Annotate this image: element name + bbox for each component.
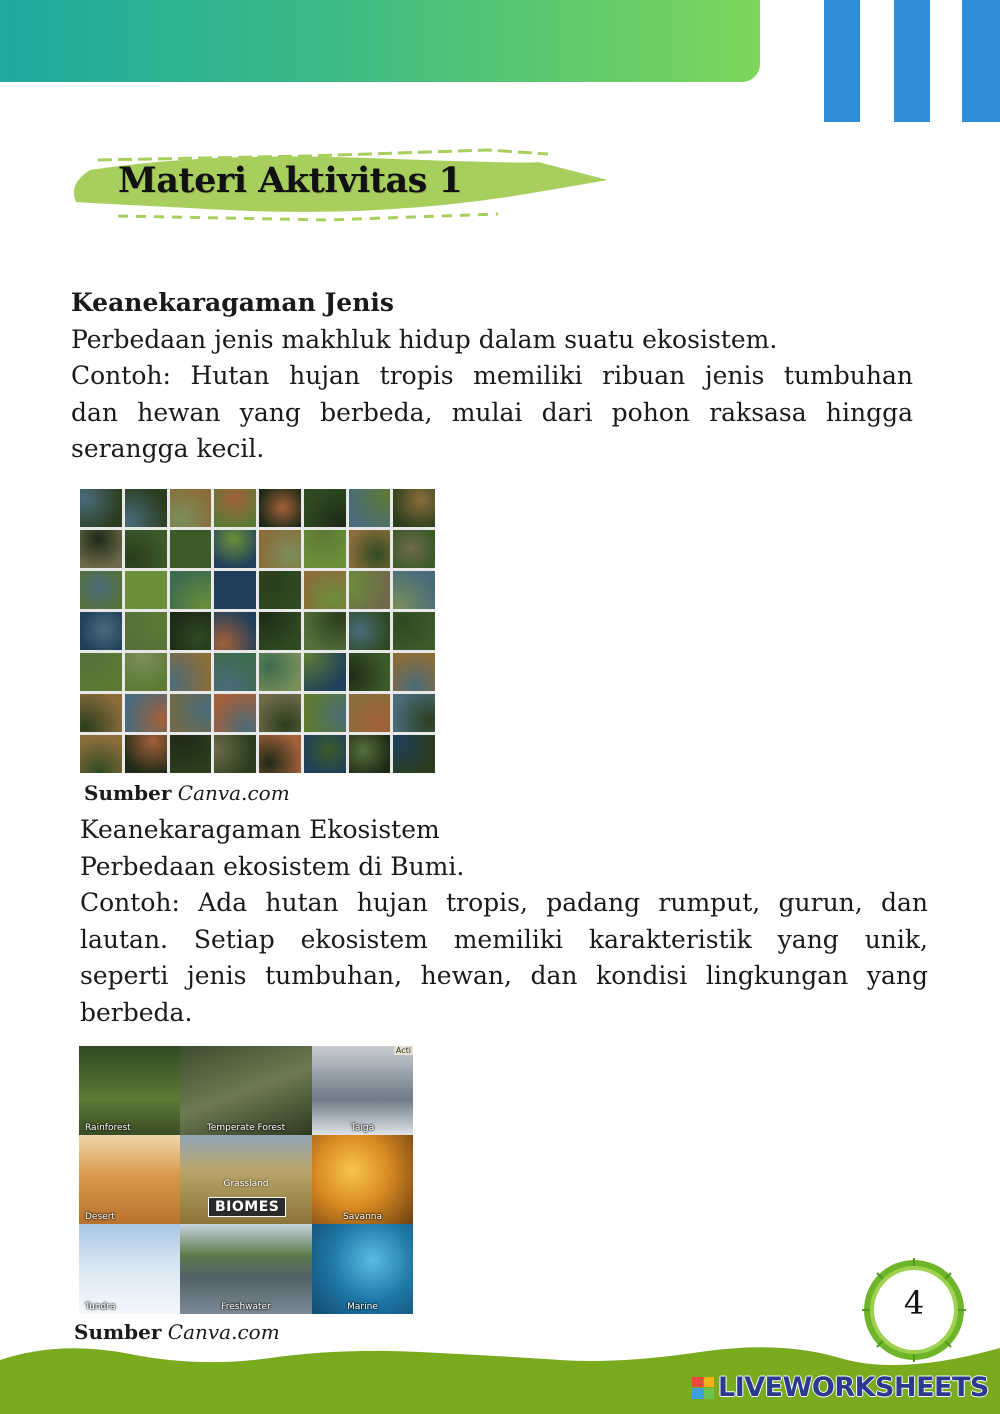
species-photo-tile — [125, 571, 167, 609]
biome-label: Rainforest — [85, 1123, 131, 1133]
section-ekosistem — [80, 812, 928, 1031]
biome-label: Tundra — [85, 1302, 116, 1312]
biome-rainforest — [79, 1046, 180, 1135]
species-photo-tile — [393, 612, 435, 650]
species-photo-tile — [170, 612, 212, 650]
biome-label: Desert — [85, 1212, 115, 1222]
biome-label: Temperate Forest — [206, 1123, 286, 1133]
species-photo-tile — [214, 530, 256, 568]
species-photo-tile — [393, 571, 435, 609]
species-photo-tile — [304, 489, 346, 527]
species-photo-tile — [259, 735, 301, 773]
image-caption — [84, 781, 290, 805]
species-photo-tile — [393, 489, 435, 527]
caption-label: Sumber — [74, 1320, 162, 1344]
species-photo-tile — [80, 653, 122, 691]
species-photo-tile — [349, 571, 391, 609]
species-photo-collage — [80, 489, 435, 773]
biome-grassland — [180, 1135, 312, 1224]
biome-label: Freshwater — [221, 1302, 271, 1312]
species-photo-tile — [125, 653, 167, 691]
species-photo-tile — [214, 612, 256, 650]
species-photo-tile — [170, 489, 212, 527]
species-photo-tile — [259, 694, 301, 732]
species-photo-tile — [125, 694, 167, 732]
biome-label: Taiga — [350, 1123, 375, 1133]
species-photo-tile — [304, 530, 346, 568]
species-photo-tile — [349, 694, 391, 732]
species-photo-tile — [393, 735, 435, 773]
blue-stripe — [824, 0, 860, 122]
corner-badge: Acti — [395, 1046, 411, 1055]
species-photo-tile — [170, 653, 212, 691]
biome-taiga — [312, 1046, 413, 1135]
body-line: Perbedaan jenis makhluk hidup dalam suatu ekosistem. — [71, 324, 778, 354]
species-photo-tile — [80, 530, 122, 568]
liveworksheets-logo[interactable] — [692, 1372, 989, 1403]
biomes-tag: BIOMES — [208, 1197, 286, 1217]
biome-marine — [312, 1224, 413, 1314]
species-photo-tile — [80, 735, 122, 773]
caption-label: Sumber — [84, 781, 172, 805]
species-photo-tile — [349, 530, 391, 568]
species-photo-tile — [393, 653, 435, 691]
body-line: berbeda. — [80, 997, 193, 1027]
biome-label: Marine — [347, 1302, 378, 1312]
body-line: lautan. Setiap ekosistem memiliki karakteristik yang unik, — [80, 924, 928, 954]
species-photo-tile — [304, 653, 346, 691]
biomes-photo-collage — [79, 1046, 413, 1314]
species-photo-tile — [170, 694, 212, 732]
species-photo-tile — [259, 612, 301, 650]
body-line: Perbedaan ekosistem di Bumi. — [80, 851, 465, 881]
species-photo-tile — [125, 530, 167, 568]
top-banner — [0, 0, 760, 82]
species-photo-tile — [170, 571, 212, 609]
species-photo-tile — [393, 694, 435, 732]
species-photo-tile — [259, 489, 301, 527]
brand-name: LIVEWORKSHEETS — [718, 1372, 989, 1403]
body-line: seperti jenis tumbuhan, hewan, dan kondisi lingkungan yang — [80, 961, 928, 990]
species-photo-tile — [214, 489, 256, 527]
species-photo-tile — [349, 612, 391, 650]
species-photo-tile — [304, 735, 346, 773]
species-photo-tile — [170, 530, 212, 568]
species-photo-tile — [259, 530, 301, 568]
species-photo-tile — [304, 571, 346, 609]
species-photo-tile — [349, 735, 391, 773]
species-photo-tile — [125, 612, 167, 650]
biome-desert — [79, 1135, 180, 1224]
species-photo-tile — [80, 489, 122, 527]
liveworksheets-icon — [692, 1377, 714, 1399]
biome-label: Savanna — [343, 1212, 382, 1222]
section-heading: Keanekaragaman Jenis — [71, 288, 394, 317]
species-photo-tile — [349, 489, 391, 527]
caption-source: Canva.com — [167, 1320, 280, 1344]
species-photo-tile — [80, 694, 122, 732]
species-photo-tile — [80, 571, 122, 609]
species-photo-tile — [304, 694, 346, 732]
body-line: Contoh: Ada hutan hujan tropis, padang rumput, gurun, dan — [80, 888, 928, 917]
biome-tundra — [79, 1224, 180, 1314]
blue-stripe — [894, 0, 930, 122]
species-photo-tile — [393, 530, 435, 568]
biome-temperate-forest — [180, 1046, 312, 1135]
species-photo-tile — [304, 612, 346, 650]
section-heading: Keanekaragaman Ekosistem — [80, 815, 440, 844]
section-jenis — [71, 285, 913, 468]
body-line: serangga kecil. — [71, 434, 265, 463]
species-photo-tile — [214, 735, 256, 773]
species-photo-tile — [80, 612, 122, 650]
body-line: Contoh: Hutan hujan tropis memiliki ribuan jenis tumbuhan — [71, 361, 913, 390]
biome-label: Grassland — [223, 1179, 269, 1189]
species-photo-tile — [259, 571, 301, 609]
caption-source: Canva.com — [177, 781, 290, 805]
page-title: Materi Aktivitas 1 — [118, 160, 463, 201]
biome-freshwater — [180, 1224, 312, 1314]
body-line: dan hewan yang berbeda, mulai dari pohon raksasa hingga — [71, 397, 913, 427]
species-photo-tile — [170, 735, 212, 773]
species-photo-tile — [214, 653, 256, 691]
species-photo-tile — [214, 571, 256, 609]
page-number: 4 — [903, 1284, 925, 1322]
species-photo-tile — [125, 735, 167, 773]
biome-savanna — [312, 1135, 413, 1224]
blue-stripe — [962, 0, 1000, 122]
species-photo-tile — [259, 653, 301, 691]
species-photo-tile — [214, 694, 256, 732]
species-photo-tile — [349, 653, 391, 691]
species-photo-tile — [125, 489, 167, 527]
